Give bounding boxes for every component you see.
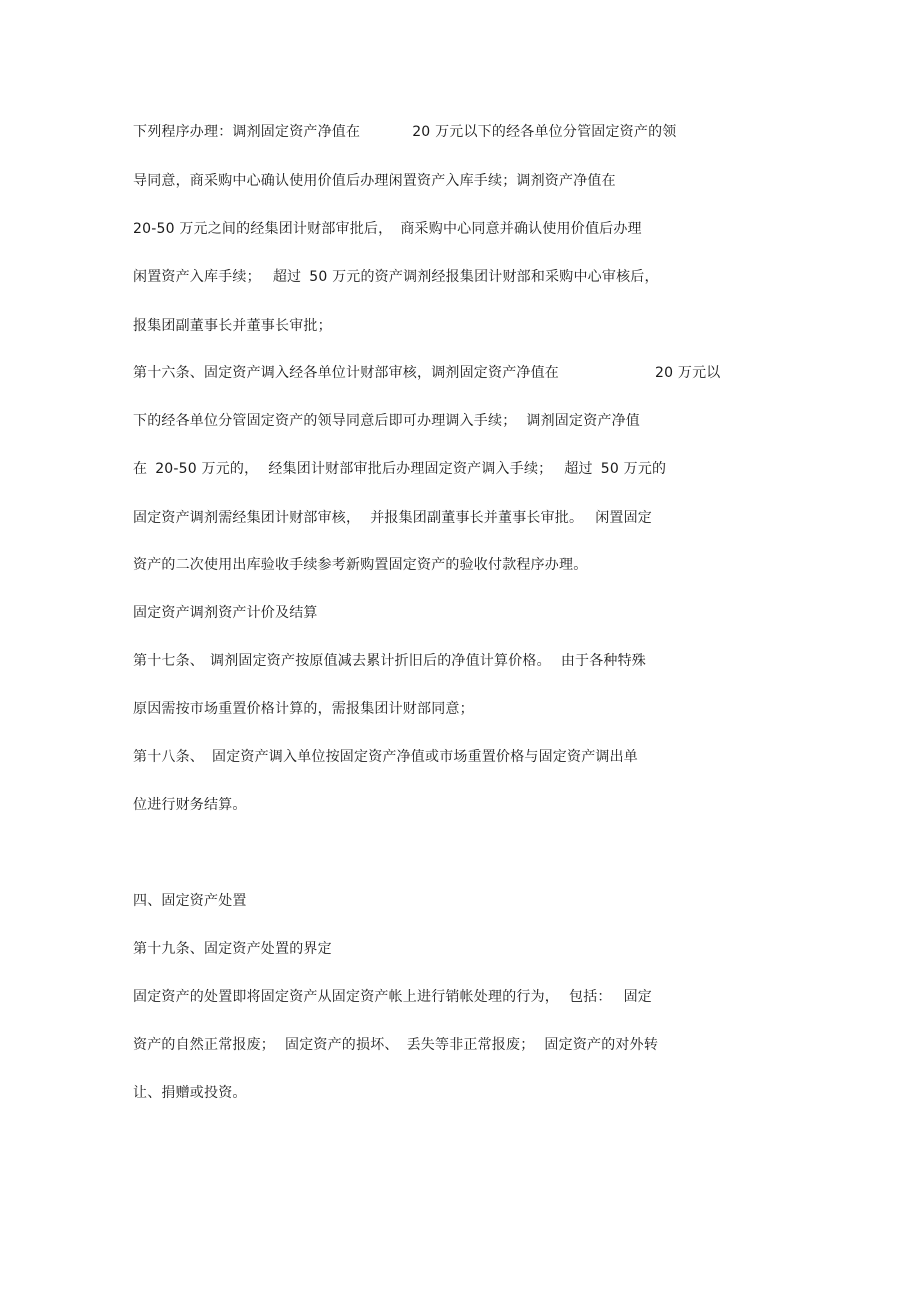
text-line [133,651,646,671]
text-line [133,411,640,431]
text-segment: 导同意，商采购中心确认使用价值后办理闲置资产入库手续；调剂资产净值在 [133,173,616,189]
text-segment: 调剂固定资产净值 [526,413,641,429]
text-line [133,987,652,1007]
text-line [133,795,247,815]
section-heading [133,891,247,911]
text-line [133,267,659,287]
text-segment: 固定资产调剂需经集团计财部审核， [133,510,361,526]
text-line [133,459,666,479]
text-segment: 20 万元以 [655,365,721,381]
text-line [133,363,720,383]
text-line [133,555,587,575]
text-segment: 经集团计财部审批后办理固定资产调入手续； [268,461,553,477]
text-line [133,316,332,336]
text-line [133,219,642,239]
text-segment: 丢失等非正常报废； [406,1037,535,1053]
text-segment: 超过 [272,269,302,285]
text-segment: 20-50 万元之间的经集团计财部审批后， [133,221,393,237]
text-segment: 固定资产调入单位按固定资产净值或市场重置价格与固定资产调出单 [212,749,638,765]
text-segment: 四、固定资产处置 [133,893,247,909]
text-segment: 固定资产的对外转 [544,1037,659,1053]
text-segment: 在 [133,461,148,477]
text-segment: 资产的自然正常报废； [133,1037,275,1053]
text-line [133,747,638,767]
text-segment: 报集团副董事长并董事长审批； [133,318,332,334]
text-segment: 第十九条、固定资产处置的界定 [133,941,332,957]
text-segment: 超过 [564,461,593,477]
text-line [133,171,616,191]
text-line [133,1083,247,1103]
text-segment: 下的经各单位分管固定资产的领导同意后即可办理调入手续； [133,413,517,429]
text-segment: 包括： [569,989,612,1005]
text-line [133,699,474,719]
text-line [133,508,652,528]
text-segment: 商采购中心同意并确认使用价值后办理 [400,221,642,237]
text-line [133,1035,658,1055]
text-segment: 第十八条、 [133,749,204,765]
text-segment: 闲置资产入库手续； [133,269,261,285]
text-segment: 20 万元以下的经各单位分管固定资产的领 [412,124,677,140]
text-segment: 50 万元的资产调剂经报集团计财部和采购中心审核后， [309,269,659,285]
text-segment: 20-50 万元的， [155,461,259,477]
text-segment: 第十六条、固定资产调入经各单位计财部审核，调剂固定资产净值在 [133,365,559,381]
text-segment: 固定资产的处置即将固定资产从固定资产帐上进行销帐处理的行为， [133,989,559,1005]
text-segment: 调剂固定资产按原值减去累计折旧后的净值计算价格。 [210,653,551,669]
section-subheading [133,603,318,623]
text-segment: 固定资产的损坏、 [285,1037,399,1053]
text-segment: 由于各种特殊 [560,653,647,669]
text-segment: 下列程序办理：调剂固定资产净值在 [133,124,361,140]
article-heading [133,939,332,959]
text-segment: 位进行财务结算。 [133,797,247,813]
text-line [133,122,676,142]
text-segment: 固定资产调剂资产计价及结算 [133,605,318,621]
text-segment: 原因需按市场重置价格计算的，需报集团计财部同意； [133,701,474,717]
text-segment: 让、捐赠或投资。 [133,1085,247,1101]
text-segment: 资产的二次使用出库验收手续参考新购置固定资产的验收付款程序办理。 [133,557,588,573]
text-segment: 并报集团副董事长并董事长审批。 [370,510,584,526]
text-segment: 闲置固定 [595,510,653,526]
text-segment: 第十七条、 [133,653,204,669]
text-segment: 50 万元的 [600,461,667,477]
text-segment: 固定 [623,989,653,1005]
